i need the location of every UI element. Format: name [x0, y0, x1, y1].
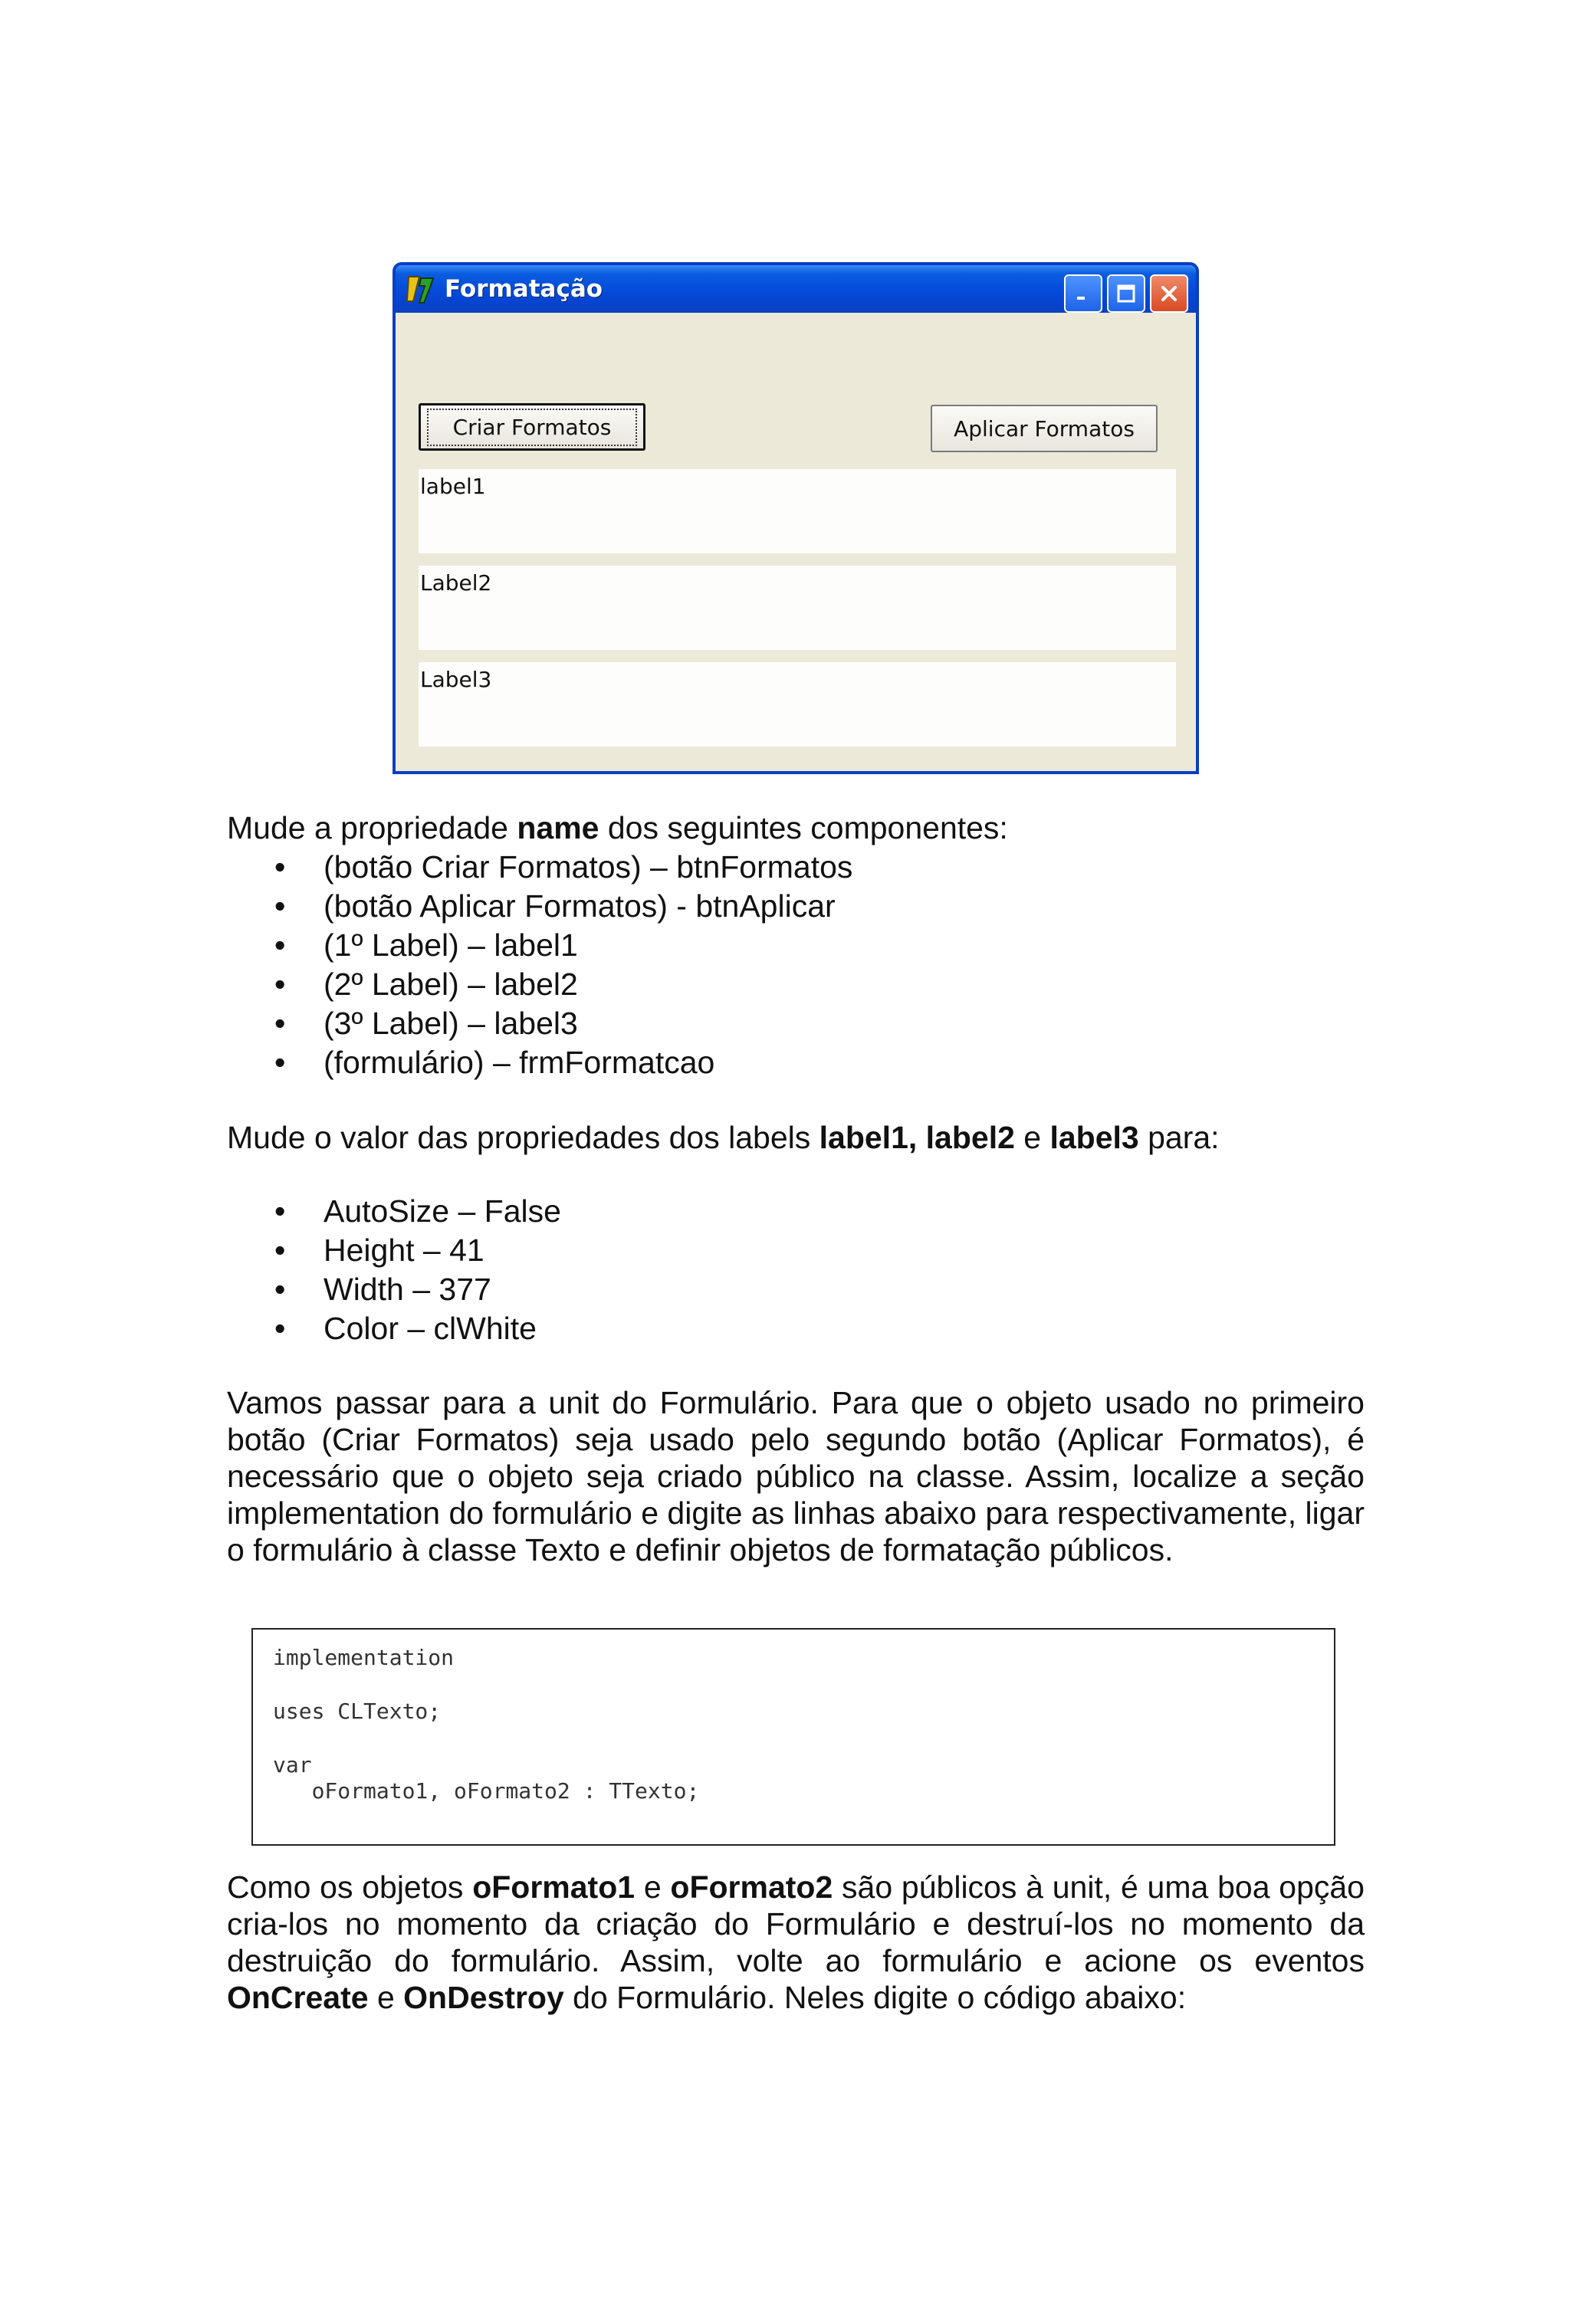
list-item: • (botão Aplicar Formatos) - btnAplicar: [274, 888, 836, 924]
list-item: • Height – 41: [274, 1233, 484, 1268]
maximize-icon: [1116, 284, 1136, 304]
props-list: [227, 1192, 561, 1348]
list-item: • AutoSize – False: [274, 1193, 561, 1229]
label2-box: Label2: [419, 566, 1176, 650]
criar-formatos-button[interactable]: Criar Formatos: [419, 403, 645, 451]
list-item: • (3º Label) – label3: [274, 1006, 578, 1041]
code-line: var: [273, 1752, 312, 1777]
form-client-area: [396, 313, 1196, 771]
window-titlebar: [396, 265, 1196, 313]
name-list: [227, 848, 852, 1082]
code-line: oFormato1, oFormato2 : TTexto;: [273, 1778, 700, 1804]
list-item: • (2º Label) – label2: [274, 967, 578, 1002]
close-button[interactable]: [1150, 274, 1188, 313]
list-item: • (formulário) – frmFormatcao: [274, 1045, 715, 1080]
intro-props-paragraph: Mude o valor das propriedades dos labels label1, label2 e label3 para:: [227, 1120, 1220, 1155]
code-block: [251, 1628, 1335, 1846]
list-item: • Width – 377: [274, 1272, 491, 1307]
code-line: uses CLTexto;: [273, 1699, 442, 1724]
aplicar-formatos-button[interactable]: Aplicar Formatos: [931, 405, 1158, 452]
maximize-button[interactable]: [1107, 274, 1145, 313]
minimize-icon: [1074, 284, 1092, 303]
unit-paragraph: Vamos passar para a unit do Formulário. Para que o objeto usado no primeiro botão (Criar Formatos) seja usado pelo segundo botão (Aplicar Formatos), é necessário que o objeto seja criado público na classe. Assim, localize a seção implementation do formulário e digite as linhas abaixo para respectivamente, ligar o formulário à classe Texto e definir objetos de formatação públicos.: [227, 1385, 1365, 1567]
list-item: • (botão Criar Formatos) – btnFormatos: [274, 849, 853, 885]
list-item: • Color – clWhite: [274, 1311, 537, 1346]
closing-paragraph: Como os objetos oFormato1 e oFormato2 são públicos à unit, é uma boa opção cria-los no momento da criação do Formulário e destruí-los no momento da destruição do formulário. Assim, volte ao formulário e acione os eventos OnCreate e OnDestroy do Formulário. Neles digite o código abaixo:: [227, 1869, 1365, 2015]
list-item: • (1º Label) – label1: [274, 927, 578, 963]
form-screenshot: [392, 262, 1199, 774]
label1-box: label1: [419, 469, 1176, 553]
intro-name-paragraph: Mude a propriedade name dos seguintes componentes:: [227, 810, 1008, 845]
minimize-button[interactable]: [1064, 274, 1102, 313]
code-line: implementation: [273, 1645, 455, 1670]
label3-box: Label3: [419, 662, 1176, 747]
delphi-app-icon: [403, 272, 438, 306]
close-icon: [1159, 284, 1179, 304]
window-title: Formatação: [445, 275, 603, 303]
